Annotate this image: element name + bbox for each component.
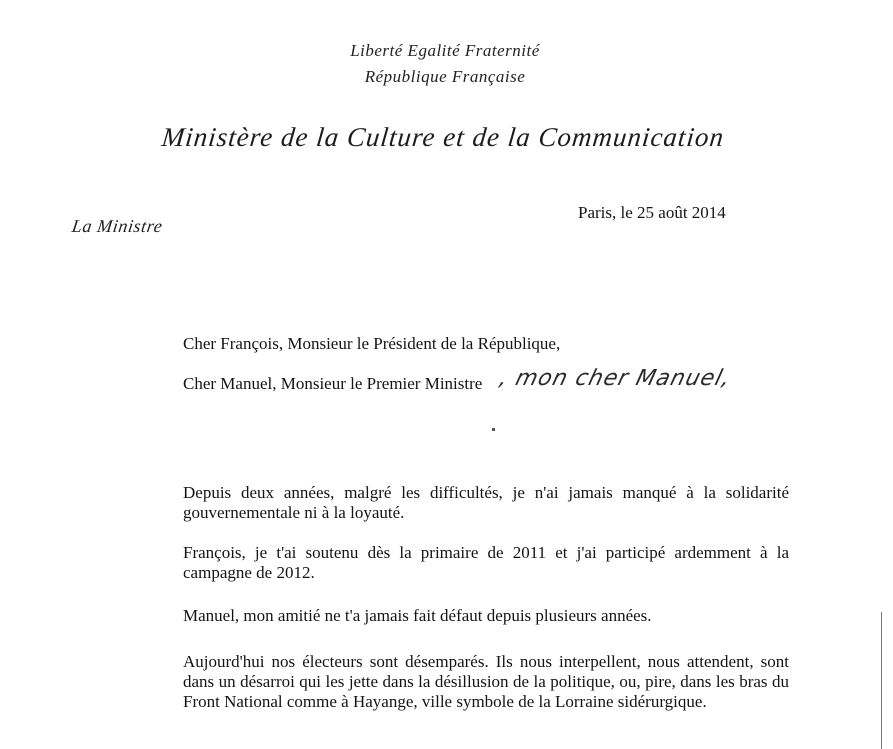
ministry-letterhead: Ministère de la Culture et de la Communication: [160, 122, 726, 152]
paragraph-solidarity: Depuis deux années, malgré les difficultés, je n'ai jamais manqué à la solidarité gouvernementale ni à la loyauté.: [183, 483, 789, 522]
salutation-president: Cher François, Monsieur le Président de la République,: [183, 334, 561, 353]
signatory-title: La Ministre: [70, 216, 164, 236]
republic-motto: Liberté Egalité Fraternité: [350, 41, 540, 60]
salutation-prime-minister: Cher Manuel, Monsieur le Premier Ministre: [183, 374, 483, 393]
republic-name: République Française: [364, 67, 526, 86]
paragraph-voters: Aujourd'hui nos électeurs sont désemparés. Ils nous interpellent, nous attendent, sont dans un désarroi qui les jette dans la désillusion de la politique, ou, pire, dans les bras du Front National comme à Hayange, ville symbole de la Lorraine sidérurgique.: [183, 652, 789, 711]
scan-mark: [492, 428, 495, 431]
dateline: Paris, le 25 août 2014: [578, 203, 726, 222]
paragraph-support: François, je t'ai soutenu dès la primaire de 2011 et j'ai participé ardemment à la campagne de 2012.: [183, 543, 789, 582]
paragraph-friendship: Manuel, mon amitié ne t'a jamais fait défaut depuis plusieurs années.: [183, 606, 652, 625]
handwritten-note: , mon cher Manuel,: [496, 366, 734, 391]
scan-edge-line: [881, 612, 882, 749]
